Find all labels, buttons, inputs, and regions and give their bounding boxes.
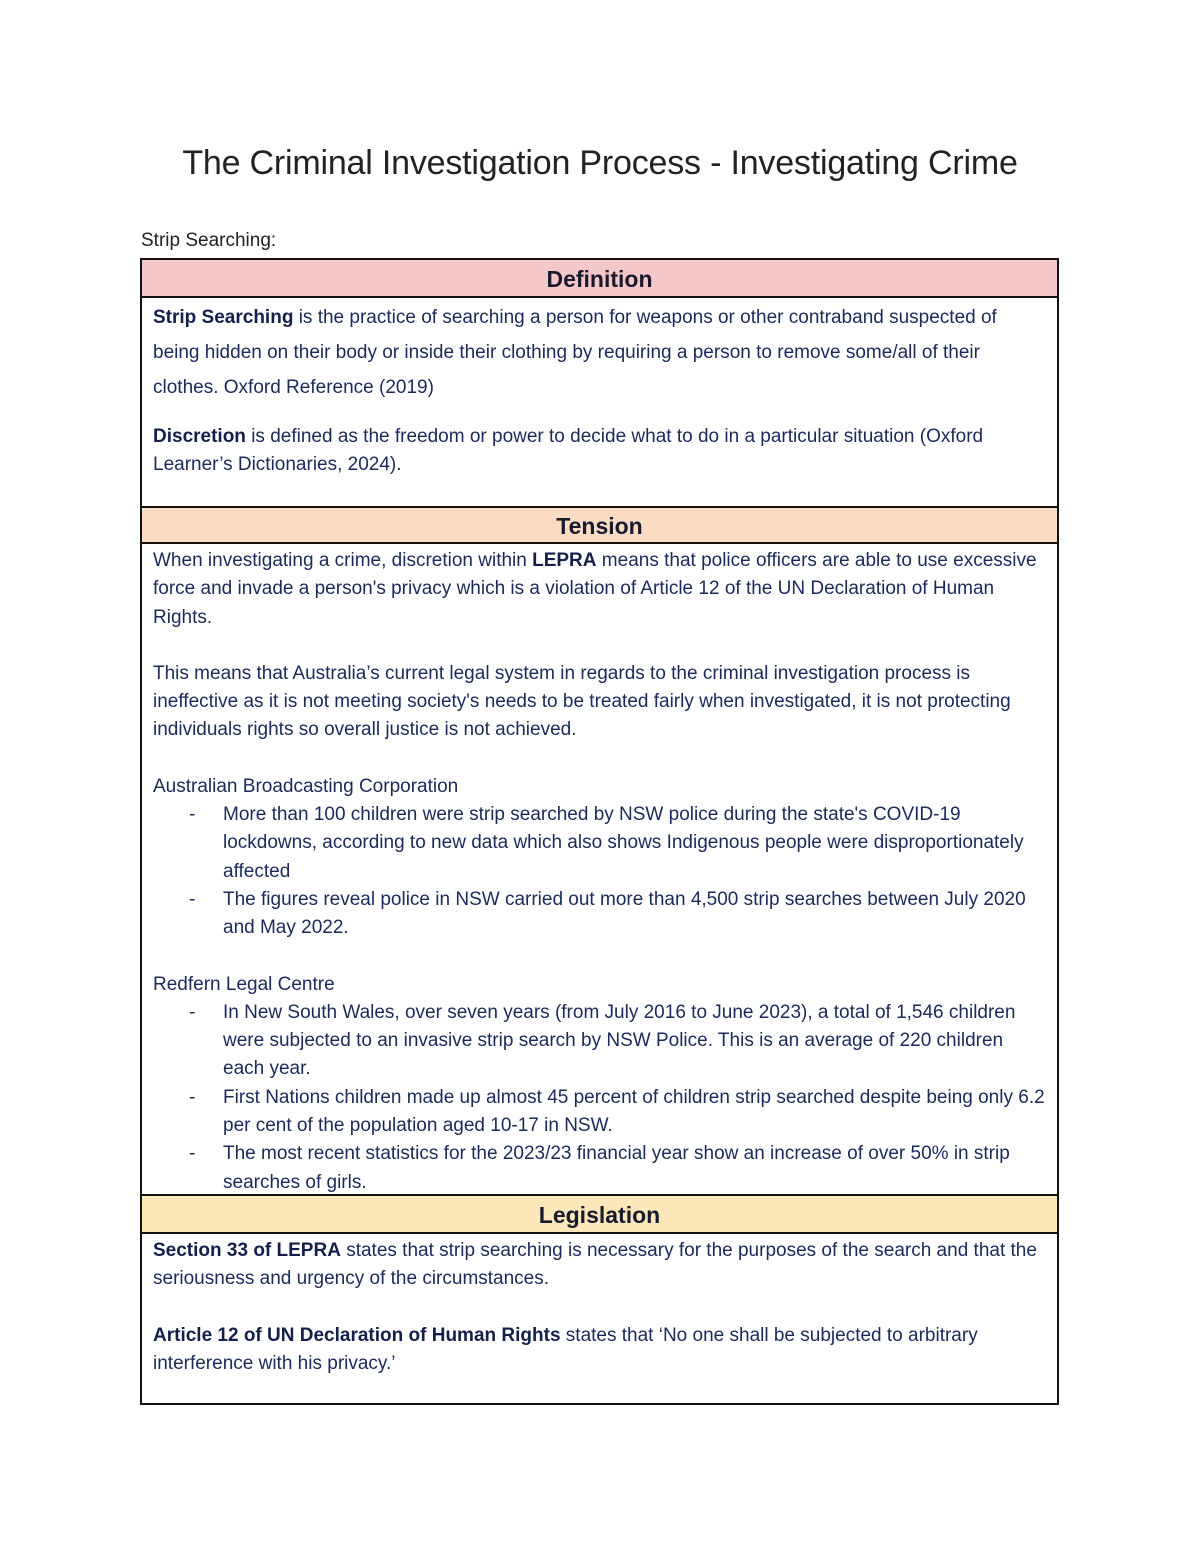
strip-searching-text: is the practice of searching a person for weapons or other contraband suspected of being hidden on their body or inside their clothing by requiring a person to remove some/all of their clothes. Oxford Reference (2019) (153, 307, 997, 398)
legislation-header: Legislation (142, 1196, 1057, 1234)
list-item: - The most recent statistics for the 2023/23 financial year show an increase of over 50% in strip searches of girls. (223, 1140, 1047, 1197)
article-12-text: states that ‘No one shall be subjected to arbitrary interference with his privacy.’ (153, 1324, 978, 1374)
tension-paragraph-1 (153, 547, 1047, 632)
source-abc-label: Australian Broadcasting Corporation (153, 775, 459, 797)
discretion-definition (153, 423, 1047, 480)
page-title: The Criminal Investigation Process - Investigating Crime (182, 144, 1018, 182)
lepra-term: LEPRA (532, 550, 597, 571)
discretion-text: is defined as the freedom or power to decide what to do in a particular situation (Oxford Learner’s Dictionaries, 2024). (153, 426, 984, 476)
section-subheading: Strip Searching: (141, 230, 277, 251)
section-33-statement (153, 1237, 1047, 1294)
content-table (140, 258, 1059, 1405)
definition-section (142, 300, 1057, 480)
tension-paragraph-1-start: When investigating a crime, discretion within (153, 550, 533, 571)
definition-header: Definition (142, 260, 1057, 298)
list-item: - In New South Wales, over seven years (from July 2016 to June 2023), a total of 1,546 children were subjected to an invasive strip search by NSW Police. This is an average of 220 children each year. (223, 999, 1047, 1084)
tension-paragraph-2: This means that Australia’s current legal system in regards to the criminal investigation process is ineffective as it is not meeting society's needs to be treated fairly when investigated, it is not protecting individuals rights so overall justice is not achieved. (153, 662, 1011, 741)
source-rlc-list (153, 999, 1047, 1197)
tension-header: Tension (142, 508, 1057, 544)
source-rlc-label: Redfern Legal Centre (153, 973, 335, 995)
list-item: - More than 100 children were strip searched by NSW police during the state's COVID-19 lockdowns, according to new data which also shows Indigenous people were disproportionately affected (223, 801, 1047, 886)
source-abc-list (153, 801, 1047, 942)
article-12-term: Article 12 of UN Declaration of Human Rights (153, 1324, 561, 1346)
tension-paragraph-1-end: means that police officers are able to use excessive force and invade a person's privacy which is a violation of Article 12 of the UN Declaration of Human Rights. (153, 550, 1037, 628)
tension-section (142, 547, 1057, 1197)
strip-searching-term: Strip Searching (153, 307, 294, 328)
discretion-term: Discretion (153, 426, 246, 447)
list-item: - The figures reveal police in NSW carried out more than 4,500 strip searches between July 2020 and May 2022. (223, 886, 1047, 943)
article-12-statement (153, 1322, 1047, 1379)
list-item: - First Nations children made up almost 45 percent of children strip searched despite being only 6.2 per cent of the population aged 10-17 in NSW. (223, 1084, 1047, 1141)
section-33-text: states that strip searching is necessary for the purposes of the search and that the seriousness and urgency of the circumstances. (153, 1240, 1037, 1290)
legislation-section (142, 1237, 1057, 1378)
section-33-term: Section 33 of LEPRA (153, 1240, 341, 1261)
strip-searching-definition (153, 300, 1047, 405)
